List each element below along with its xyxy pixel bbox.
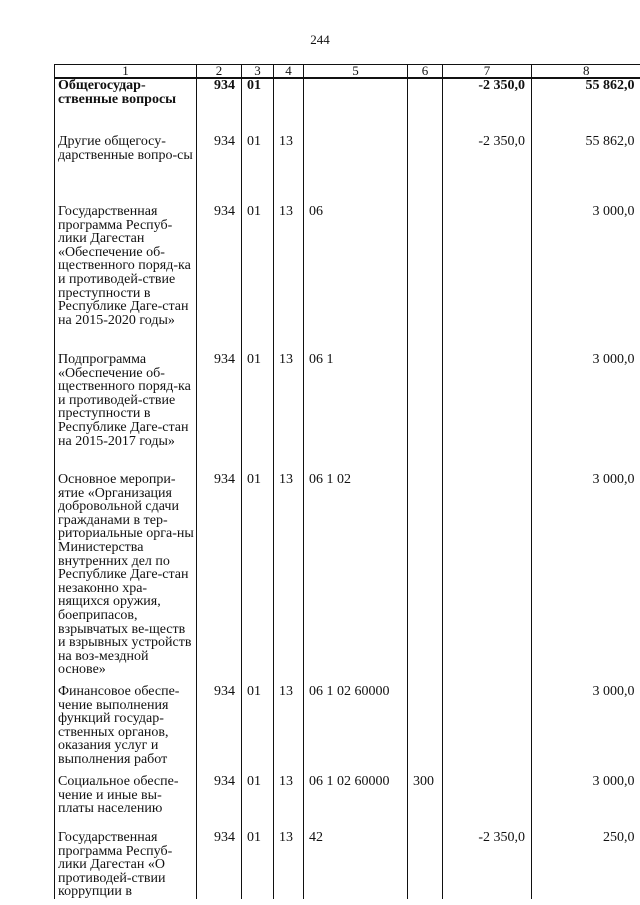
subsection-code: [274, 78, 304, 135]
expense-type-code: 300: [408, 775, 443, 831]
ministry-code: 934: [197, 205, 242, 353]
subsection-code: 13: [274, 353, 304, 473]
total-amount: 3 000,0: [532, 473, 640, 685]
expense-type-code: [408, 78, 443, 135]
change-amount: -2 350,0: [443, 135, 532, 205]
subsection-code: 13: [274, 473, 304, 685]
target-article-code: 42: [304, 831, 408, 899]
row-name: Подпрограмма «Обеспечение об-щественного поряд-ка и противодей-ствие преступности в Республике Даге-стан на 2015-2017 годы»: [55, 353, 197, 473]
page-number: 244: [310, 32, 330, 47]
row-name: Основное меропри-ятие «Организация добровольной сдачи гражданами в тер-риториальные орга-ны Министерства внутренних дел по Республике Даге-стан незаконно хра-нящихся оружия, боеприпасов, взрывчатых ве-ществ и взрывных устройств на воз-мездной основе»: [55, 473, 197, 685]
ministry-code: 934: [197, 78, 242, 135]
target-article-code: 06: [304, 205, 408, 353]
change-amount: [443, 353, 532, 473]
ministry-code: 934: [197, 353, 242, 473]
expense-type-code: [408, 473, 443, 685]
table-row: [55, 205, 640, 353]
column-header: 3: [242, 65, 274, 79]
table-body: [55, 78, 640, 899]
section-code: 01: [242, 78, 274, 135]
change-amount: [443, 685, 532, 775]
total-amount: 250,0: [532, 831, 640, 899]
column-header: 1: [55, 65, 197, 79]
expense-type-code: [408, 205, 443, 353]
table-row: [55, 831, 640, 899]
expense-type-code: [408, 135, 443, 205]
row-name: Общегосудар-ственные вопросы: [55, 78, 197, 135]
subsection-code: 13: [274, 685, 304, 775]
section-code: 01: [242, 135, 274, 205]
column-header: 4: [274, 65, 304, 79]
change-amount: -2 350,0: [443, 78, 532, 135]
row-name: Государственная программа Респуб-лики Дагестан «О противодей-ствии коррупции в: [55, 831, 197, 899]
section-code: 01: [242, 831, 274, 899]
target-article-code: 06 1 02: [304, 473, 408, 685]
change-amount: [443, 473, 532, 685]
column-header: 6: [408, 65, 443, 79]
section-code: 01: [242, 685, 274, 775]
target-article-code: 06 1: [304, 353, 408, 473]
target-article-code: [304, 78, 408, 135]
subsection-code: 13: [274, 205, 304, 353]
table-row: [55, 473, 640, 685]
expense-type-code: [408, 685, 443, 775]
row-name: Финансовое обеспе-чение выполнения функций государ-ственных органов, оказания услуг и выполнения работ: [55, 685, 197, 775]
column-header: 7: [443, 65, 532, 79]
target-article-code: 06 1 02 60000: [304, 685, 408, 775]
total-amount: 3 000,0: [532, 685, 640, 775]
ministry-code: 934: [197, 775, 242, 831]
table-row: [55, 135, 640, 205]
subsection-code: 13: [274, 775, 304, 831]
change-amount: -2 350,0: [443, 831, 532, 899]
ministry-code: 934: [197, 831, 242, 899]
column-header: 8: [532, 65, 640, 79]
total-amount: 3 000,0: [532, 775, 640, 831]
column-header: 2: [197, 65, 242, 79]
ministry-code: 934: [197, 135, 242, 205]
expense-type-code: [408, 353, 443, 473]
table-header-row: [55, 65, 640, 79]
total-amount: 3 000,0: [532, 205, 640, 353]
subsection-code: 13: [274, 831, 304, 899]
target-article-code: 06 1 02 60000: [304, 775, 408, 831]
table-row: [55, 775, 640, 831]
total-amount: 3 000,0: [532, 353, 640, 473]
column-header: 5: [304, 65, 408, 79]
budget-table: [54, 64, 640, 899]
expense-type-code: [408, 831, 443, 899]
table-row: [55, 685, 640, 775]
change-amount: [443, 775, 532, 831]
target-article-code: [304, 135, 408, 205]
total-amount: 55 862,0: [532, 135, 640, 205]
row-name: Другие общегосу-дарственные вопро-сы: [55, 135, 197, 205]
change-amount: [443, 205, 532, 353]
ministry-code: 934: [197, 685, 242, 775]
row-name: Государственная программа Респуб-лики Дагестан «Обеспечение об-щественного поряд-ка и противодей-ствие преступности в Республике Даге-стан на 2015-2020 годы»: [55, 205, 197, 353]
section-code: 01: [242, 353, 274, 473]
ministry-code: 934: [197, 473, 242, 685]
section-code: 01: [242, 775, 274, 831]
table-row: [55, 353, 640, 473]
total-amount: 55 862,0: [532, 78, 640, 135]
table-row: [55, 78, 640, 135]
section-code: 01: [242, 205, 274, 353]
section-code: 01: [242, 473, 274, 685]
row-name: Социальное обеспе-чение и иные вы-платы населению: [55, 775, 197, 831]
subsection-code: 13: [274, 135, 304, 205]
